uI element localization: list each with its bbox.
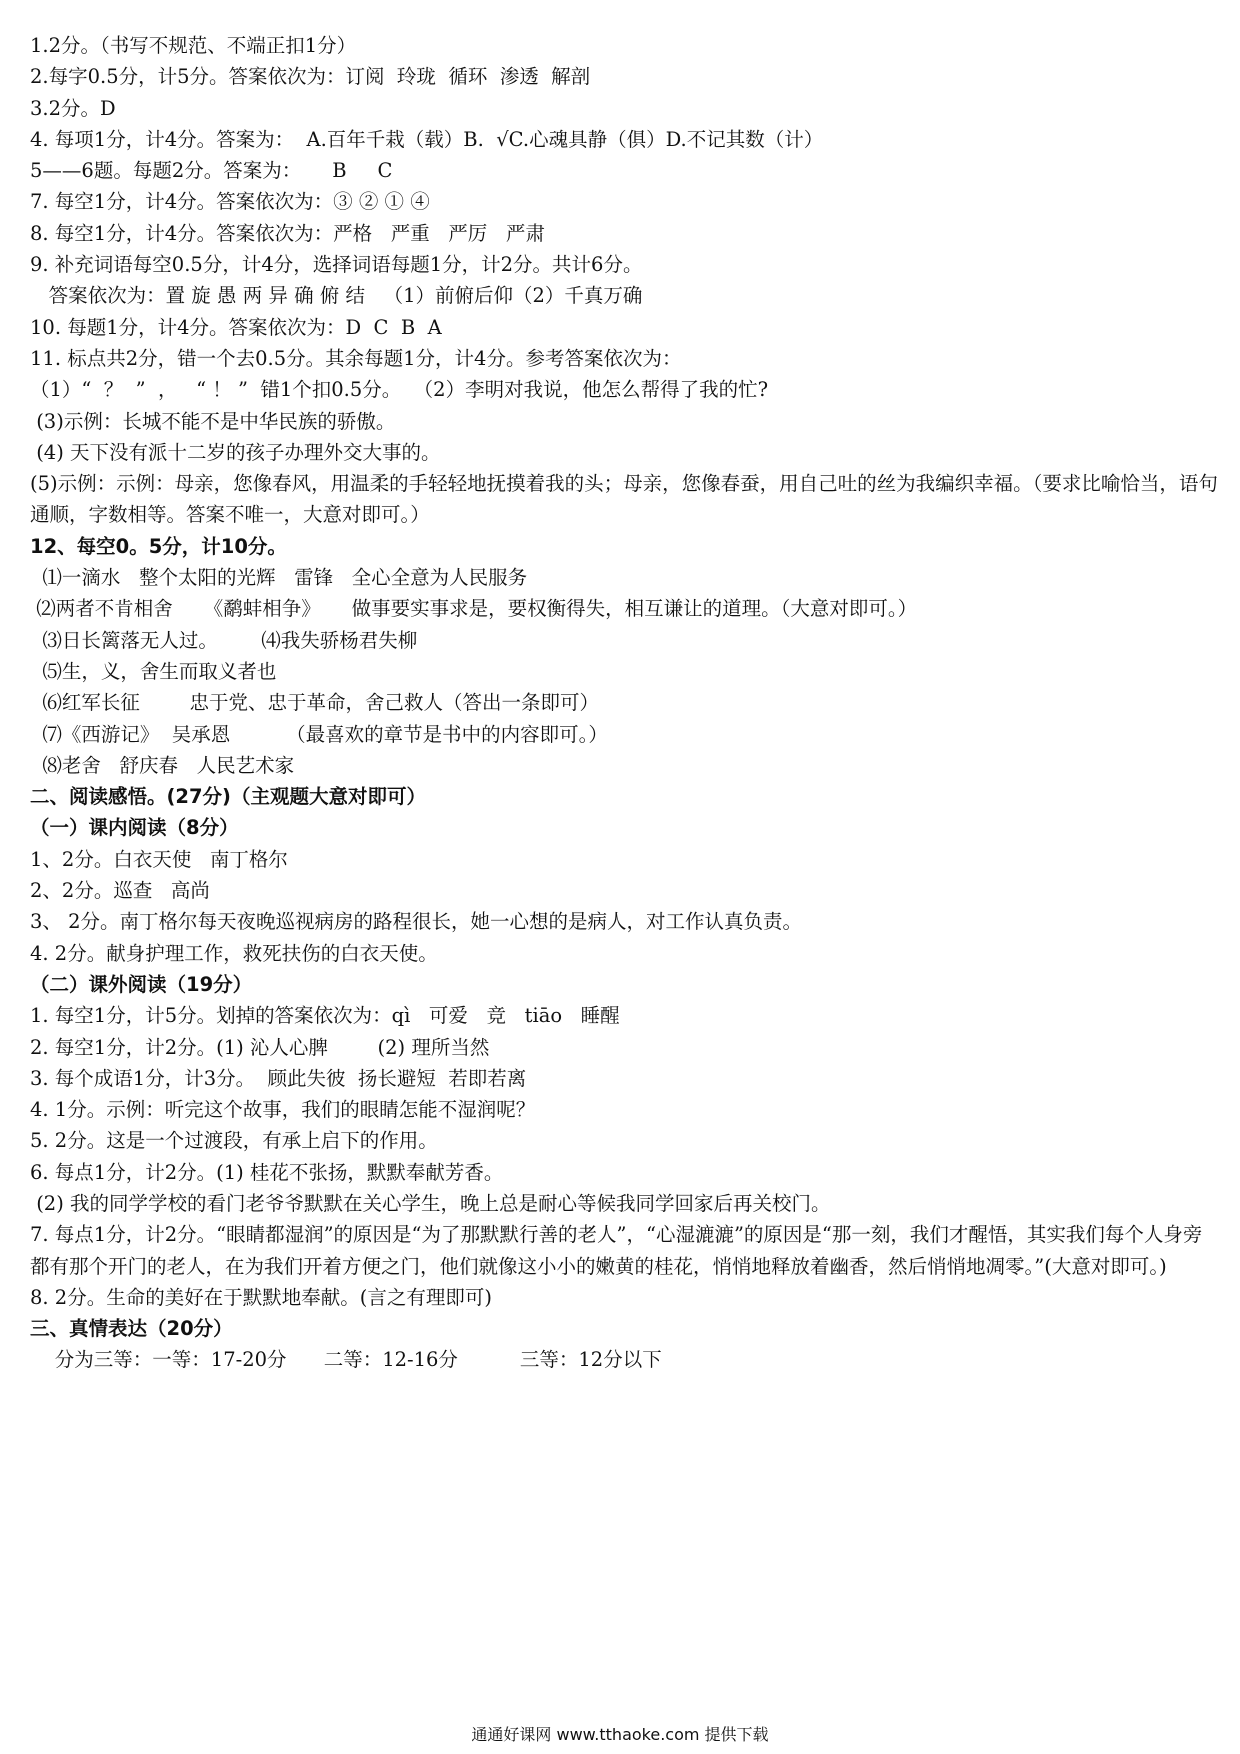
- page-footer: 通通好课网 www.tthaoke.com 提供下载: [471, 1725, 769, 1744]
- answer-line-7: 7. 每空1分，计4分。答案依次为：③ ② ① ④: [30, 190, 430, 214]
- answer-line-9: 9. 补充词语每空0.5分，计4分，选择词语每题1分，计2分。共计6分。: [30, 253, 643, 277]
- extra-line-3: 3. 每个成语1分，计3分。 顾此失彼 扬长避短 若即若离: [30, 1066, 527, 1090]
- answer-line-12-3: ⑶日长篱落无人过。 ⑷我失骄杨君失柳: [30, 628, 418, 652]
- extra-line-4: 4. 1分。示例：听完这个故事，我们的眼睛怎能不湿润呢？: [30, 1098, 536, 1122]
- subsection-heading-in-class: （一）课内阅读（8分）: [30, 816, 239, 840]
- extra-line-6: 6. 每点1分，计2分。(1) 桂花不张扬，默默奉献芳香。: [30, 1160, 504, 1184]
- extra-line-8: 8. 2分。生命的美好在于默默地奉献。(言之有理即可): [30, 1285, 492, 1309]
- reading-line-1: 1、2分。白衣天使 南丁格尔: [30, 847, 288, 871]
- answer-line-12-2: ⑵两者不肯相舍 《鹬蚌相争》 做事要实事求是，要权衡得失，相互谦让的道理。（大意对即可。）: [30, 597, 918, 621]
- extra-line-1: 1. 每空1分，计5分。划掉的答案依次为：qì 可爱 竞 tiāo 睡醒: [30, 1004, 620, 1028]
- answer-line-11-4: (4) 天下没有派十二岁的孩子办理外交大事的。: [30, 440, 441, 464]
- reading-line-4: 4. 2分。献身护理工作，救死扶伤的白衣天使。: [30, 941, 438, 965]
- reading-line-3: 3、 2分。南丁格尔每天夜晚巡视病房的路程很长，她一心想的是病人，对工作认真负责。: [30, 910, 803, 934]
- writing-grade-line: 分为三等：一等：17-20分 二等：12-16分 三等：12分以下: [30, 1348, 662, 1372]
- reading-line-2: 2、2分。巡查 高尚: [30, 879, 210, 903]
- answer-line-12-7: ⑺《西游记》 吴承恩 （最喜欢的章节是书中的内容即可。）: [30, 722, 608, 746]
- answer-line-12-1: ⑴一滴水 整个太阳的光辉 雷锋 全心全意为人民服务: [30, 566, 528, 590]
- answer-line-12-8: ⑻老舍 舒庆春 人民艺术家: [30, 753, 295, 777]
- answer-line-4: 4. 每项1分，计4分。答案为： A.百年千栽（载）B. √C.心魂具静（俱）D.不记其数（计）: [30, 127, 824, 151]
- answer-line-5-6: 5——6题。每题2分。答案为： B C: [30, 159, 393, 183]
- answer-key-document: [30, 30, 1220, 1376]
- extra-line-5: 5. 2分。这是一个过渡段，有承上启下的作用。: [30, 1129, 438, 1153]
- answer-line-11-5: (5)示例：示例：母亲，您像春风，用温柔的手轻轻地抚摸着我的头；母亲，您像春蚕，用自己吐的丝为我编织幸福。（要求比喻恰当，语句通顺，字数相等。答案不唯一，大意对即可。）: [30, 472, 1218, 527]
- section-heading-writing: 三、真情表达（20分）: [30, 1317, 233, 1341]
- answer-line-11-3: (3)示例：长城不能不是中华民族的骄傲。: [30, 409, 396, 433]
- subsection-heading-extracurricular: （二）课外阅读（19分）: [30, 972, 253, 996]
- answer-line-11-1: （1）“ ？ ” ， “ ！ ” 错1个扣0.5分。 （2）李明对我说，他怎么帮得了我的忙?: [30, 378, 769, 402]
- answer-line-9-detail: 答案依次为：置 旋 愚 两 异 确 俯 结 （1）前俯后仰（2）千真万确: [30, 284, 643, 308]
- answer-line-1: 1.2分。（书写不规范、不端正扣1分）: [30, 34, 357, 57]
- extra-line-2: 2. 每空1分，计2分。(1) 沁人心脾 (2) 理所当然: [30, 1035, 490, 1059]
- answer-line-12-5: ⑸生，义，舍生而取义者也: [30, 659, 277, 683]
- answer-line-8: 8. 每空1分，计4分。答案依次为：严格 严重 严厉 严肃: [30, 221, 545, 245]
- section-heading-reading: 二、阅读感悟。(27分)（主观题大意对即可）: [30, 785, 426, 809]
- answer-line-10: 10. 每题1分，计4分。答案依次为：D C B A: [30, 315, 442, 339]
- answer-line-2: 2.每字0.5分，计5分。答案依次为：订阅 玲珑 循环 渗透 解剖: [30, 65, 591, 89]
- extra-line-6-2: (2) 我的同学学校的看门老爷爷默默在关心学生，晚上总是耐心等候我同学回家后再关校门。: [30, 1191, 831, 1215]
- answer-line-11: 11. 标点共2分，错一个去0.5分。其余每题1分，计4分。参考答案依次为：: [30, 346, 682, 370]
- extra-line-7: 7. 每点1分，计2分。“眼睛都湿润”的原因是“为了那默默行善的老人”，“心湿漉漉”的原因是“那一刻，我们才醒悟，其实我们每个人身旁都有那个开门的老人，在为我们开着方便之门，他们就像这小小的嫩黄的桂花，悄悄地释放着幽香，然后悄悄地凋零。”(大意对即可。): [30, 1223, 1203, 1278]
- answer-line-12-6: ⑹红军长征 忠于党、忠于革命，舍己救人（答出一条即可）: [30, 691, 599, 715]
- answer-line-3: 3.2分。D: [30, 96, 116, 120]
- answer-line-12: 12、每空0。5分，计10分。: [30, 534, 287, 558]
